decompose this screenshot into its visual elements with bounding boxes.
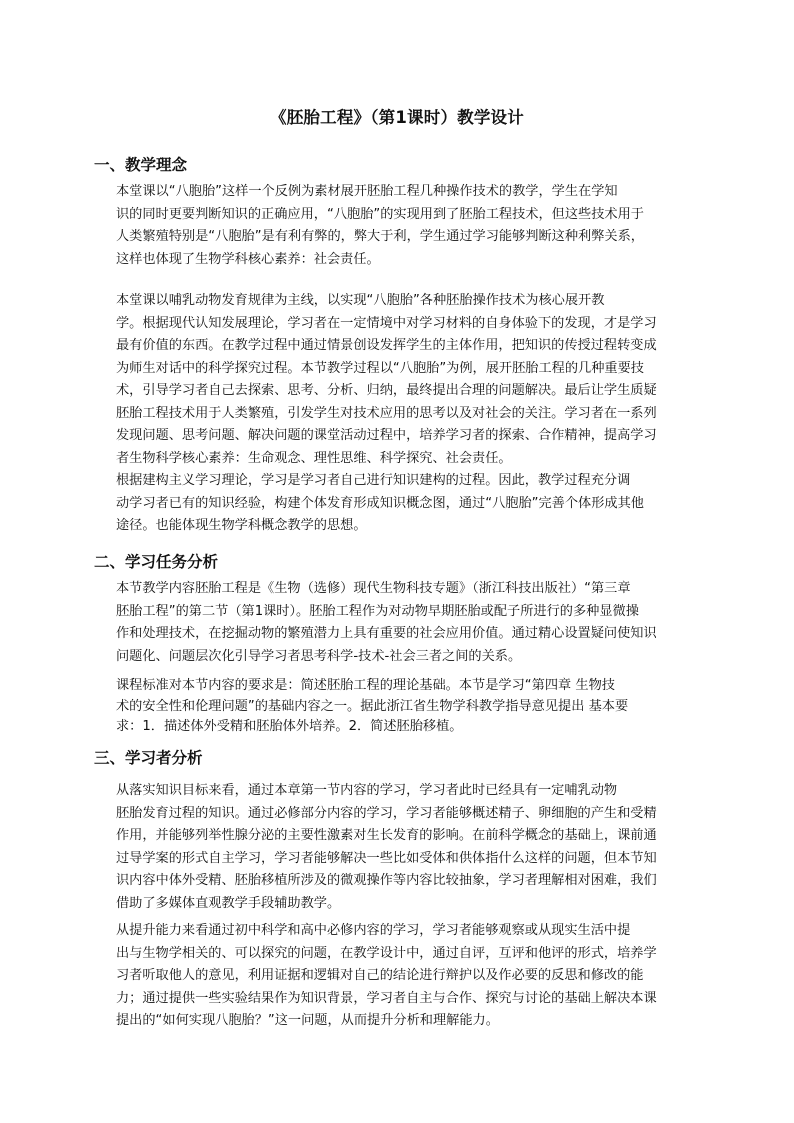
text-line: 途径。也能体现生物学科概念教学的思想。 — [116, 518, 367, 533]
text-line: 问题化、问题层次化引导学习者思考科学-技术-社会三者之间的关系。 — [116, 648, 522, 664]
text-line: 过导学案的形式自主学习，学习者能够解决一些比如受体和供体指什么这样的问题，但本节知 — [116, 850, 657, 866]
text-line: 识的同时更要判断知识的正确应用，“八胞胎”的实现用到了胚胎工程技术，但这些技术用于 — [116, 206, 644, 222]
text-line: 本节教学内容胚胎工程是《生物（选修）现代生物科技专题》（浙江科技出版社）“第三章 — [116, 581, 631, 596]
text-line: 提出的“如何实现八胞胎？”这一问题，从而提升分析和理解能力。 — [116, 1013, 499, 1028]
text-line: 为师生对话中的科学探究过程。本节教学过程以“八胞胎”为例，展开胚胎工程的几种重要技 — [116, 360, 644, 376]
text-line: 人类繁殖特别是“八胞胎”是有利有弊的，弊大于利，学生通过学习能够判断这种利弊关系， — [116, 229, 644, 244]
text-line: 求：1．描述体外受精和胚胎体外培养。2．简述胚胎移植。 — [116, 719, 463, 734]
text-line: 习者听取他人的意见，利用证据和逻辑对自己的结论进行辩护以及作必要的反思和修改的能 — [116, 968, 644, 983]
text-line: 动学习者已有的知识经验，构建个体发育形成知识概念图，通过“八胞胎”完善个体形成其他 — [116, 495, 644, 511]
text-line: 本堂课以哺乳动物发育规律为主线，以实现“八胞胎”各种胚胎操作技术为核心展开教 — [116, 293, 605, 308]
paragraph — [116, 676, 628, 738]
paragraph — [116, 780, 657, 915]
section-heading-learner-analysis: 三、学习者分析 — [94, 749, 203, 767]
text-line: 从提升能力来看通过初中科学和高中必修内容的学习，学习者能够观察或从现实生活中提 — [116, 923, 631, 938]
text-line: 发现问题、思考问题、解决问题的课堂活动过程中，培养学习者的探索、合作精神，提高学习 — [116, 428, 657, 443]
text-line: 作和处理技术，在挖掘动物的繁殖潜力上具有重要的社会应用价值。通过精心设置疑问使知识 — [116, 626, 657, 641]
text-line: 胚胎工程技术用于人类繁殖，引发学生对技术应用的思考以及对社会的关注。学习者在一系列 — [116, 405, 657, 421]
text-line: 术的安全性和伦理问题”的基础内容之一。据此浙江省生物学科教学指导意见提出 基本要 — [116, 698, 629, 714]
document-title: 《胚胎工程》（第1课时）教学设计 — [270, 108, 524, 127]
section-heading-task-analysis: 二、学习任务分析 — [94, 553, 219, 571]
text-line: 胚胎工程”的第二节（第1课时）。胚胎工程作为对动物早期胚胎或配子所进行的多种显微操 — [116, 603, 639, 619]
text-line: 力；通过提供一些实验结果作为知识背景，学习者自主与合作、探究与讨论的基础上解决本课 — [116, 990, 657, 1006]
text-line: 课程标准对本节内容的要求是：简述胚胎工程的理论基础。本节是学习“第四章 生物技 — [116, 678, 615, 693]
text-line: 学。根据现代认知发展理论，学习者在一定情境中对学习材料的自身体验下的发现，才是学习 — [116, 315, 657, 331]
text-line: 本堂课以“八胞胎”这样一个反例为素材展开胚胎工程几种操作技术的教学，学生在学知 — [116, 184, 618, 199]
text-line: 术，引导学习者自己去探索、思考、分析、归纳，最终提出合理的问题解决。最后让学生质疑 — [116, 383, 657, 398]
paragraph — [116, 290, 657, 470]
section-heading-teaching-philosophy: 一、教学理念 — [94, 156, 188, 174]
text-line: 识内容中体外受精、胚胎移植所涉及的微观操作等内容比较抽象，学习者理解相对困难，我们 — [116, 873, 657, 888]
text-line: 出与生物学相关的、可以探究的问题，在教学设计中，通过自评，互评和他评的形式，培养学 — [116, 945, 657, 961]
paragraph — [116, 578, 657, 668]
text-line: 胚胎发育过程的知识。通过必修部分内容的学习，学习者能够概述精子、卵细胞的产生和受精 — [116, 805, 657, 821]
paragraph — [116, 920, 657, 1033]
text-line: 最有价值的东西。在教学过程中通过情景创设发挥学生的主体作用，把知识的传授过程转变成 — [116, 338, 657, 353]
text-line: 从落实知识目标来看，通过本章第一节内容的学习，学习者此时已经具有一定哺乳动物 — [116, 783, 618, 798]
text-line: 借助了多媒体直观教学手段辅助教学。 — [116, 895, 341, 911]
paragraph — [116, 181, 644, 271]
paragraph — [116, 470, 644, 538]
text-line: 作用，并能够列举性腺分泌的主要性激素对生长发育的影响。在前科学概念的基础上，课前通 — [116, 828, 657, 843]
text-line: 这样也体现了生物学科核心素养：社会责任。 — [116, 251, 380, 267]
text-line: 根据建构主义学习理论，学习是学习者自己进行知识建构的过程。因此，教学过程充分调 — [116, 473, 631, 488]
text-line: 者生物科学核心素养：生命观念、理性思维、科学探究、社会责任。 — [116, 450, 512, 466]
